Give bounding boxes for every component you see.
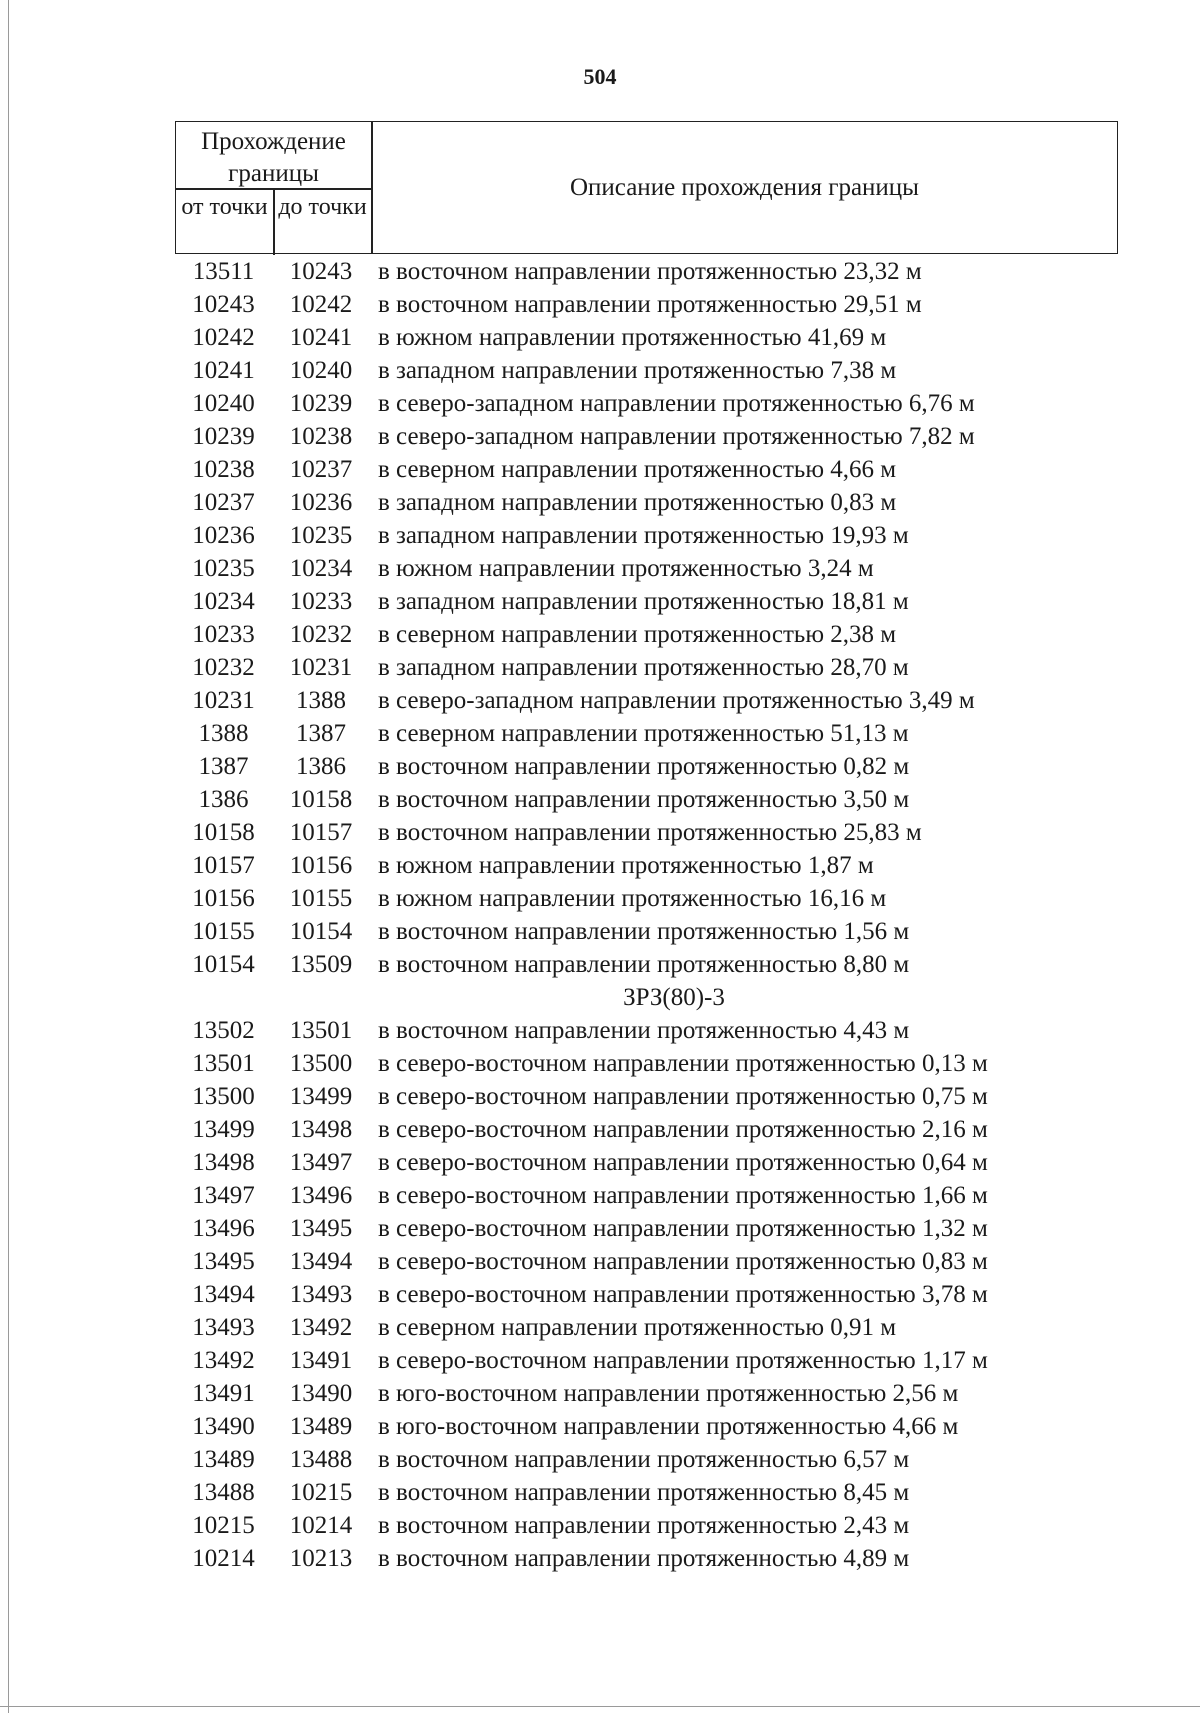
table-row bbox=[175, 552, 1118, 585]
table-row bbox=[175, 618, 1118, 651]
table-row bbox=[175, 288, 1118, 321]
row-description: в восточном направлении протяженностью 3,50 м bbox=[378, 786, 910, 813]
table-row bbox=[175, 1542, 1118, 1575]
row-from-point: 13490 bbox=[192, 1413, 255, 1440]
row-to-point: 10154 bbox=[289, 918, 353, 945]
row-description: в северном направлении протяженностью 51,13 м bbox=[378, 720, 909, 747]
row-to-point: 13495 bbox=[289, 1215, 353, 1242]
row-description: в юго-восточном направлении протяженностью 4,66 м bbox=[378, 1413, 959, 1440]
row-description: в восточном направлении протяженностью 23,32 м bbox=[378, 258, 922, 285]
row-from-point: 13493 bbox=[192, 1314, 255, 1341]
row-from-point: 10235 bbox=[192, 555, 255, 582]
row-to-point: 13493 bbox=[289, 1281, 353, 1308]
row-description: в западном направлении протяженностью 18,81 м bbox=[378, 588, 909, 615]
row-to-point: 10235 bbox=[289, 522, 353, 549]
table-row bbox=[175, 750, 1118, 783]
row-description: в восточном направлении протяженностью 1,56 м bbox=[378, 918, 910, 945]
row-to-point: 1388 bbox=[296, 687, 346, 714]
page-number: 504 bbox=[583, 64, 617, 89]
table-row bbox=[175, 882, 1118, 915]
row-description: в северо-восточном направлении протяженностью 3,78 м bbox=[378, 1281, 988, 1308]
row-from-point: 10233 bbox=[192, 621, 255, 648]
row-description: в северо-восточном направлении протяженностью 0,13 м bbox=[378, 1050, 988, 1077]
row-description: в восточном направлении протяженностью 29,51 м bbox=[378, 291, 922, 318]
row-from-point: 13497 bbox=[192, 1182, 255, 1209]
row-description: в южном направлении протяженностью 41,69 м bbox=[378, 324, 887, 351]
row-to-point: 10236 bbox=[289, 489, 353, 516]
table-row bbox=[175, 1509, 1118, 1542]
row-from-point: 10241 bbox=[192, 357, 255, 384]
row-from-point: 10243 bbox=[192, 291, 255, 318]
table-row bbox=[175, 453, 1118, 486]
row-description: в восточном направлении протяженностью 4,43 м bbox=[378, 1017, 910, 1044]
table-row bbox=[175, 1212, 1118, 1245]
row-to-point: 10213 bbox=[289, 1545, 353, 1572]
row-to-point: 10232 bbox=[289, 621, 353, 648]
table-header bbox=[175, 121, 1118, 254]
row-from-point: 1386 bbox=[198, 786, 249, 813]
row-to-point: 13489 bbox=[289, 1413, 353, 1440]
row-from-point: 13499 bbox=[192, 1116, 255, 1143]
row-to-point: 13491 bbox=[289, 1347, 353, 1374]
row-from-point: 13491 bbox=[192, 1380, 255, 1407]
row-from-point: 13492 bbox=[192, 1347, 255, 1374]
table-row bbox=[175, 1344, 1118, 1377]
table-row bbox=[175, 816, 1118, 849]
page-left-edge bbox=[8, 0, 9, 1713]
row-to-point: 13498 bbox=[289, 1116, 353, 1143]
row-to-point: 13509 bbox=[289, 951, 353, 978]
row-description: в северном направлении протяженностью 4,66 м bbox=[378, 456, 897, 483]
table-row bbox=[175, 1146, 1118, 1179]
row-from-point: 10240 bbox=[192, 390, 255, 417]
row-from-point: 13500 bbox=[192, 1083, 255, 1110]
row-from-point: 10158 bbox=[192, 819, 255, 846]
row-to-point: 10157 bbox=[289, 819, 353, 846]
row-from-point: 10155 bbox=[192, 918, 255, 945]
row-description: в северо-восточном направлении протяженностью 1,17 м bbox=[378, 1347, 988, 1374]
row-to-point: 10239 bbox=[289, 390, 353, 417]
table-row bbox=[175, 255, 1118, 288]
table-row bbox=[175, 1113, 1118, 1146]
header-to-label: до точки bbox=[278, 194, 367, 220]
row-to-point: 1387 bbox=[296, 720, 346, 747]
row-to-point: 13488 bbox=[289, 1446, 353, 1473]
row-to-point: 10156 bbox=[289, 852, 353, 879]
row-to-point: 13499 bbox=[289, 1083, 353, 1110]
table-row bbox=[175, 321, 1118, 354]
row-description: в северном направлении протяженностью 0,91 м bbox=[378, 1314, 897, 1341]
row-from-point: 10232 bbox=[192, 654, 255, 681]
row-description: в северо-восточном направлении протяженностью 1,66 м bbox=[378, 1182, 988, 1209]
row-description: в южном направлении протяженностью 16,16 м bbox=[378, 885, 887, 912]
table-row bbox=[175, 387, 1118, 420]
table-row bbox=[175, 849, 1118, 882]
header-group-label: Прохождение границы bbox=[201, 128, 346, 187]
row-description: в северо-восточном направлении протяженностью 1,32 м bbox=[378, 1215, 988, 1242]
row-description: в северо-восточном направлении протяженностью 0,83 м bbox=[378, 1248, 988, 1275]
table-row bbox=[175, 1179, 1118, 1212]
row-from-point: 10239 bbox=[192, 423, 255, 450]
row-description: в северо-восточном направлении протяженностью 0,75 м bbox=[378, 1083, 988, 1110]
row-to-point: 10237 bbox=[289, 456, 353, 483]
row-to-point: 10243 bbox=[289, 258, 353, 285]
row-description: в восточном направлении протяженностью 8,45 м bbox=[378, 1479, 910, 1506]
row-to-point: 1386 bbox=[296, 753, 346, 780]
row-to-point: 10238 bbox=[289, 423, 353, 450]
row-to-point: 13494 bbox=[289, 1248, 353, 1275]
row-to-point: 13501 bbox=[289, 1017, 353, 1044]
row-description: в восточном направлении протяженностью 8,80 м bbox=[378, 951, 910, 978]
row-to-point: 10214 bbox=[289, 1512, 353, 1539]
row-from-point: 13511 bbox=[192, 258, 255, 285]
table-row bbox=[175, 1311, 1118, 1344]
table-row bbox=[175, 1047, 1118, 1080]
row-to-point: 13500 bbox=[289, 1050, 353, 1077]
row-from-point: 10214 bbox=[192, 1545, 255, 1572]
row-to-point: 10231 bbox=[289, 654, 353, 681]
table-body bbox=[175, 255, 1118, 1575]
row-description: в северо-западном направлении протяженностью 3,49 м bbox=[378, 687, 975, 714]
row-from-point: 1388 bbox=[198, 720, 249, 747]
row-from-point: 10156 bbox=[192, 885, 255, 912]
row-description: в восточном направлении протяженностью 0,82 м bbox=[378, 753, 910, 780]
row-description: в южном направлении протяженностью 1,87 м bbox=[378, 852, 874, 879]
table-row bbox=[175, 420, 1118, 453]
row-to-point: 13490 bbox=[289, 1380, 353, 1407]
row-to-point: 10240 bbox=[289, 357, 353, 384]
table-row bbox=[175, 486, 1118, 519]
row-description: в северо-восточном направлении протяженностью 2,16 м bbox=[378, 1116, 988, 1143]
row-from-point: 10238 bbox=[192, 456, 255, 483]
row-from-point: 10237 bbox=[192, 489, 255, 516]
row-description: в западном направлении протяженностью 28,70 м bbox=[378, 654, 909, 681]
row-to-point: 10241 bbox=[289, 324, 353, 351]
row-to-point: 13497 bbox=[289, 1149, 353, 1176]
table-row bbox=[175, 717, 1118, 750]
row-from-point: 13498 bbox=[192, 1149, 255, 1176]
table-row bbox=[175, 915, 1118, 948]
table-row bbox=[175, 585, 1118, 618]
row-description: в северном направлении протяженностью 2,38 м bbox=[378, 621, 897, 648]
table-row bbox=[175, 1377, 1118, 1410]
row-from-point: 13496 bbox=[192, 1215, 255, 1242]
table-row bbox=[175, 1014, 1118, 1047]
table-row bbox=[175, 684, 1118, 717]
table-row bbox=[175, 1278, 1118, 1311]
row-from-point: 10157 bbox=[192, 852, 255, 879]
row-to-point: 13492 bbox=[289, 1314, 353, 1341]
row-description: в восточном направлении протяженностью 2,43 м bbox=[378, 1512, 910, 1539]
row-from-point: 13489 bbox=[192, 1446, 255, 1473]
row-to-point: 10234 bbox=[289, 555, 353, 582]
row-description: в западном направлении протяженностью 7,38 м bbox=[378, 357, 897, 384]
row-description: в восточном направлении протяженностью 4,89 м bbox=[378, 1545, 910, 1572]
row-to-point: 10158 bbox=[289, 786, 353, 813]
row-from-point: 1387 bbox=[198, 753, 249, 780]
row-to-point: 10215 bbox=[289, 1479, 353, 1506]
row-from-point: 10242 bbox=[192, 324, 255, 351]
row-from-point: 13488 bbox=[192, 1479, 255, 1506]
table-row bbox=[175, 1245, 1118, 1278]
row-from-point: 10215 bbox=[192, 1512, 255, 1539]
row-from-point: 10231 bbox=[192, 687, 255, 714]
row-description: в западном направлении протяженностью 19,93 м bbox=[378, 522, 909, 549]
row-to-point: 10233 bbox=[289, 588, 353, 615]
table-row bbox=[175, 783, 1118, 816]
row-from-point: 13494 bbox=[192, 1281, 255, 1308]
row-description: в северо-восточном направлении протяженностью 0,64 м bbox=[378, 1149, 988, 1176]
table-row bbox=[175, 651, 1118, 684]
header-description-label: Описание прохождения границы bbox=[570, 173, 919, 201]
row-description: в северо-западном направлении протяженностью 7,82 м bbox=[378, 423, 975, 450]
row-description: в южном направлении протяженностью 3,24 м bbox=[378, 555, 874, 582]
table-row bbox=[175, 1443, 1118, 1476]
row-from-point: 13501 bbox=[192, 1050, 255, 1077]
row-description: в восточном направлении протяженностью 25,83 м bbox=[378, 819, 922, 846]
row-to-point: 10242 bbox=[289, 291, 353, 318]
row-from-point: 10154 bbox=[192, 951, 255, 978]
row-from-point: 13495 bbox=[192, 1248, 255, 1275]
page-bottom-edge bbox=[0, 1706, 1200, 1707]
row-from-point: 13502 bbox=[192, 1017, 255, 1044]
row-description: в западном направлении протяженностью 0,83 м bbox=[378, 489, 897, 516]
row-to-point: 13496 bbox=[289, 1182, 353, 1209]
table-row bbox=[175, 1080, 1118, 1113]
row-description: в северо-западном направлении протяженностью 6,76 м bbox=[378, 390, 975, 417]
header-from-label: от точки bbox=[181, 194, 268, 220]
row-from-point: 10236 bbox=[192, 522, 255, 549]
row-description: в восточном направлении протяженностью 6,57 м bbox=[378, 1446, 910, 1473]
table-row bbox=[175, 519, 1118, 552]
table-row bbox=[175, 948, 1118, 981]
row-from-point: 10234 bbox=[192, 588, 255, 615]
table-row bbox=[175, 1410, 1118, 1443]
section-title: ЗРЗ(80)-3 bbox=[623, 984, 725, 1011]
table-row bbox=[175, 1476, 1118, 1509]
table-row bbox=[175, 354, 1118, 387]
row-to-point: 10155 bbox=[289, 885, 353, 912]
row-description: в юго-восточном направлении протяженностью 2,56 м bbox=[378, 1380, 959, 1407]
